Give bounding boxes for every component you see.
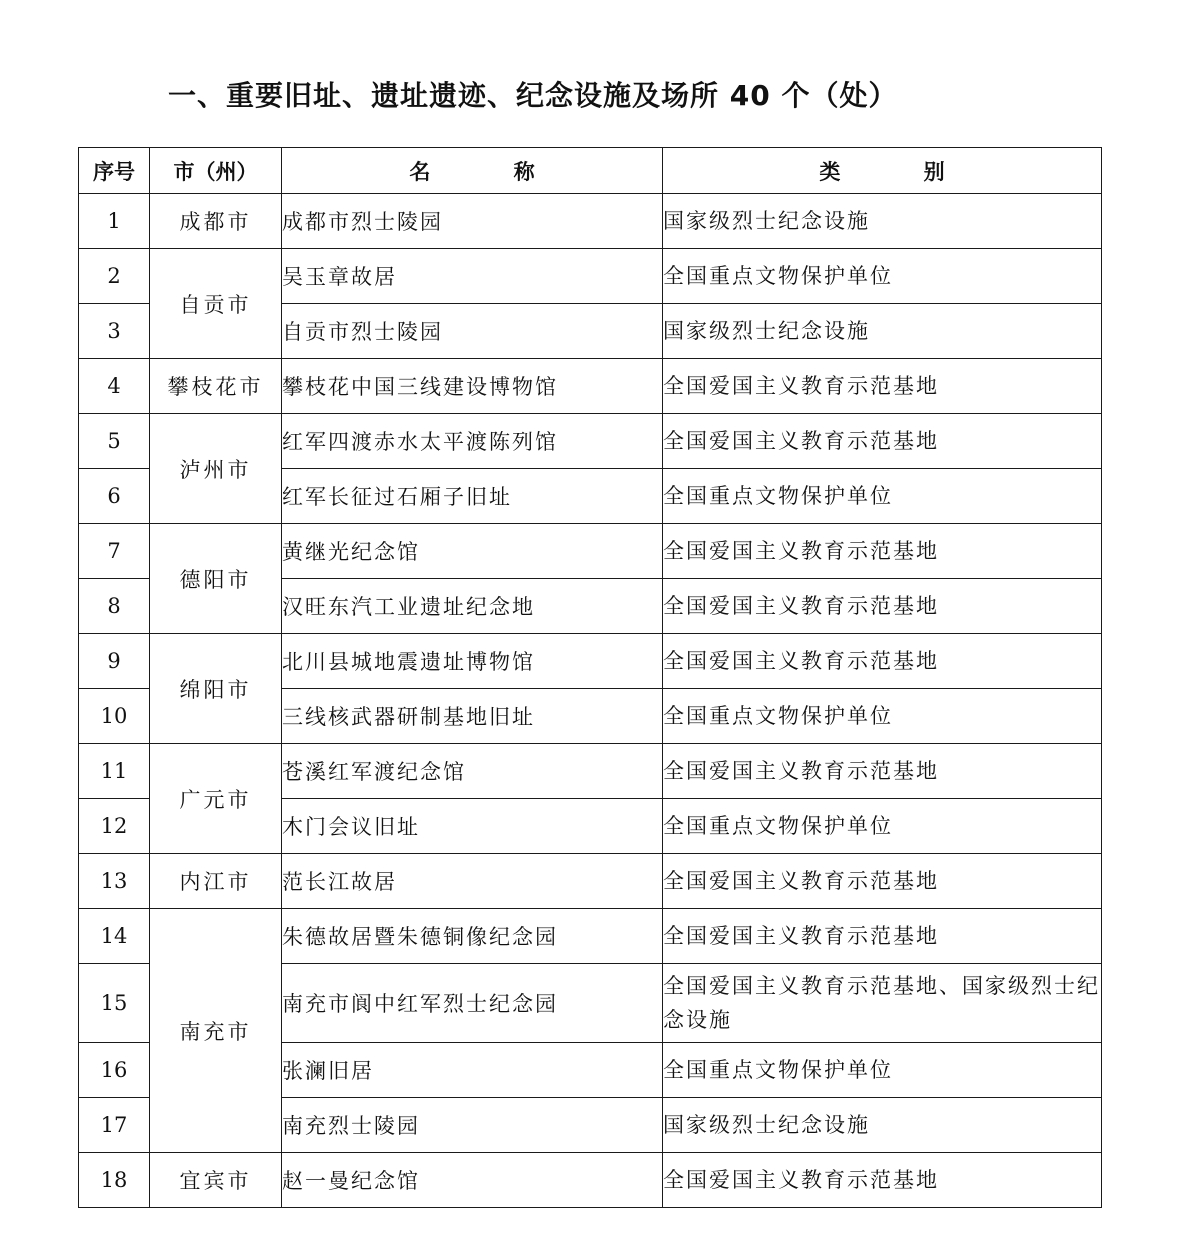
row-name: 范长江故居 — [282, 854, 663, 909]
row-category: 国家级烈士纪念设施 — [663, 1098, 1102, 1153]
row-number: 5 — [79, 414, 150, 469]
header-name: 名 称 — [282, 148, 663, 194]
row-number: 15 — [79, 964, 150, 1043]
row-category: 全国爱国主义教育示范基地 — [663, 524, 1102, 579]
table-row — [79, 1153, 1102, 1208]
row-category: 国家级烈士纪念设施 — [663, 194, 1102, 249]
row-name: 赵一曼纪念馆 — [282, 1153, 663, 1208]
row-category: 全国爱国主义教育示范基地 — [663, 744, 1102, 799]
row-number: 11 — [79, 744, 150, 799]
row-number: 2 — [79, 249, 150, 304]
row-city: 内江市 — [150, 854, 282, 909]
row-name: 南充市阆中红军烈士纪念园 — [282, 964, 663, 1043]
row-number: 9 — [79, 634, 150, 689]
row-number: 10 — [79, 689, 150, 744]
row-name: 张澜旧居 — [282, 1043, 663, 1098]
row-city: 南充市 — [150, 909, 282, 1153]
row-category: 全国重点文物保护单位 — [663, 249, 1102, 304]
row-name: 吴玉章故居 — [282, 249, 663, 304]
table-row — [79, 524, 1102, 579]
table-row — [79, 634, 1102, 689]
row-number: 8 — [79, 579, 150, 634]
header-city: 市（州） — [150, 148, 282, 194]
row-number: 14 — [79, 909, 150, 964]
table-row — [79, 359, 1102, 414]
row-number: 13 — [79, 854, 150, 909]
table-row — [79, 414, 1102, 469]
row-city: 宜宾市 — [150, 1153, 282, 1208]
table-row — [79, 194, 1102, 249]
row-name: 红军长征过石厢子旧址 — [282, 469, 663, 524]
row-name: 汉旺东汽工业遗址纪念地 — [282, 579, 663, 634]
row-city: 德阳市 — [150, 524, 282, 634]
row-name: 木门会议旧址 — [282, 799, 663, 854]
sites-table — [78, 147, 1102, 1208]
header-no: 序号 — [79, 148, 150, 194]
row-name: 朱德故居暨朱德铜像纪念园 — [282, 909, 663, 964]
row-category: 全国重点文物保护单位 — [663, 1043, 1102, 1098]
table-header-row — [79, 148, 1102, 194]
table-row — [79, 249, 1102, 304]
row-city: 广元市 — [150, 744, 282, 854]
row-city: 绵阳市 — [150, 634, 282, 744]
row-category: 全国爱国主义教育示范基地 — [663, 579, 1102, 634]
row-name: 红军四渡赤水太平渡陈列馆 — [282, 414, 663, 469]
row-category: 全国重点文物保护单位 — [663, 689, 1102, 744]
row-number: 18 — [79, 1153, 150, 1208]
row-name: 北川县城地震遗址博物馆 — [282, 634, 663, 689]
row-number: 7 — [79, 524, 150, 579]
row-category: 全国爱国主义教育示范基地 — [663, 414, 1102, 469]
row-city: 泸州市 — [150, 414, 282, 524]
row-city: 攀枝花市 — [150, 359, 282, 414]
row-name: 黄继光纪念馆 — [282, 524, 663, 579]
row-category: 全国爱国主义教育示范基地 — [663, 634, 1102, 689]
row-category: 全国重点文物保护单位 — [663, 799, 1102, 854]
table-row — [79, 854, 1102, 909]
row-category: 全国爱国主义教育示范基地、国家级烈士纪念设施 — [663, 964, 1102, 1043]
table-row — [79, 909, 1102, 964]
row-number: 17 — [79, 1098, 150, 1153]
row-category: 全国爱国主义教育示范基地 — [663, 359, 1102, 414]
row-number: 4 — [79, 359, 150, 414]
row-number: 6 — [79, 469, 150, 524]
row-category: 全国爱国主义教育示范基地 — [663, 1153, 1102, 1208]
row-category: 全国爱国主义教育示范基地 — [663, 854, 1102, 909]
row-name: 南充烈士陵园 — [282, 1098, 663, 1153]
row-category: 国家级烈士纪念设施 — [663, 304, 1102, 359]
row-number: 16 — [79, 1043, 150, 1098]
row-category: 全国重点文物保护单位 — [663, 469, 1102, 524]
table-row — [79, 744, 1102, 799]
row-number: 12 — [79, 799, 150, 854]
row-number: 3 — [79, 304, 150, 359]
page-title: 一、重要旧址、遗址遗迹、纪念设施及场所 40 个（处） — [168, 79, 898, 112]
row-name: 三线核武器研制基地旧址 — [282, 689, 663, 744]
header-category: 类 别 — [663, 148, 1102, 194]
row-name: 攀枝花中国三线建设博物馆 — [282, 359, 663, 414]
row-city: 自贡市 — [150, 249, 282, 359]
row-name: 自贡市烈士陵园 — [282, 304, 663, 359]
row-category: 全国爱国主义教育示范基地 — [663, 909, 1102, 964]
row-name: 苍溪红军渡纪念馆 — [282, 744, 663, 799]
row-city: 成都市 — [150, 194, 282, 249]
row-name: 成都市烈士陵园 — [282, 194, 663, 249]
row-number: 1 — [79, 194, 150, 249]
